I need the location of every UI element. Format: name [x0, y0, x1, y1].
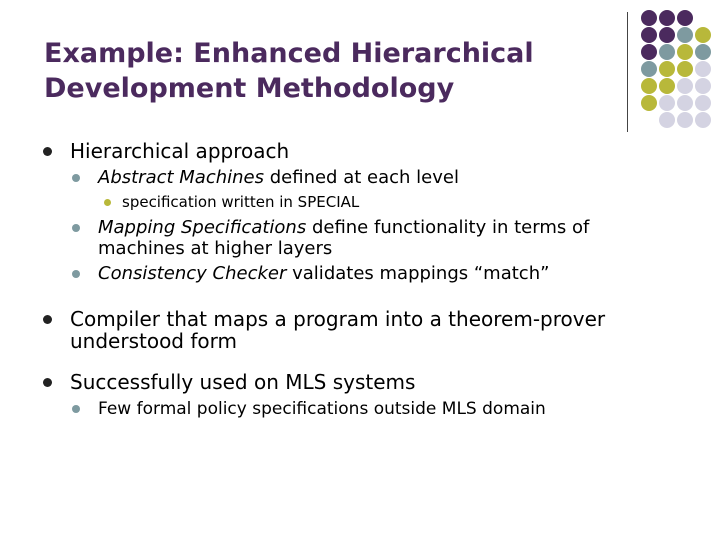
dot — [677, 10, 693, 26]
slide-title — [44, 36, 614, 106]
sub-bullet-text — [98, 218, 589, 238]
sub-bullet-text: Few formal policy specifications outside MLS domain — [98, 399, 546, 419]
dot — [695, 61, 711, 77]
dot — [695, 95, 711, 111]
dot — [659, 78, 675, 94]
bullet-dot — [43, 315, 52, 324]
sub-bullet-text — [98, 264, 549, 284]
sub-bullet-rest: defined at each level — [264, 167, 459, 188]
sub-bullet-dot — [72, 224, 80, 232]
dot — [641, 61, 657, 77]
dot — [641, 95, 657, 111]
sub-bullet-rest: validates mappings “match” — [286, 263, 550, 284]
slide-title-line-1: Example: Enhanced Hierarchical — [44, 38, 534, 69]
dot — [659, 95, 675, 111]
sub-bullet-rest: define functionality in terms of — [306, 217, 590, 238]
dot — [677, 61, 693, 77]
dot — [659, 10, 675, 26]
sub-sub-bullet-dot — [104, 199, 111, 206]
sub-sub-bullet-text: specification written in SPECIAL — [122, 193, 360, 211]
bullet-dot — [43, 378, 52, 387]
dot — [677, 27, 693, 43]
dot — [695, 112, 711, 128]
dot — [641, 44, 657, 60]
dot — [641, 27, 657, 43]
dot — [695, 27, 711, 43]
dot — [659, 44, 675, 60]
sub-bullet-dot — [72, 270, 80, 278]
bullet-text-continuation: understood form — [70, 329, 237, 353]
dot — [659, 27, 675, 43]
sub-bullet-emphasis: Mapping Specifications — [98, 217, 307, 238]
dot — [677, 95, 693, 111]
dot — [659, 61, 675, 77]
dot — [677, 78, 693, 94]
divider-line — [627, 12, 628, 132]
slide-title-line-2: Development Methodology — [44, 73, 455, 104]
bullet-text: Hierarchical approach — [70, 139, 290, 163]
dot — [659, 112, 675, 128]
dot — [677, 44, 693, 60]
sub-bullet-text — [98, 168, 459, 188]
dot — [677, 112, 693, 128]
dot — [641, 78, 657, 94]
bullet-dot — [43, 147, 52, 156]
sub-bullet-text-continuation: machines at higher layers — [98, 238, 333, 259]
dot — [641, 10, 657, 26]
sub-bullet-dot — [72, 174, 80, 182]
bullet-text: Successfully used on MLS systems — [70, 370, 416, 394]
dot — [695, 44, 711, 60]
sub-bullet-emphasis: Consistency Checker — [98, 263, 287, 284]
bullet-text: Compiler that maps a program into a theorem-prover — [70, 307, 606, 331]
sub-bullet-dot — [72, 405, 80, 413]
dot — [695, 78, 711, 94]
sub-bullet-emphasis: Abstract Machines — [98, 167, 265, 188]
